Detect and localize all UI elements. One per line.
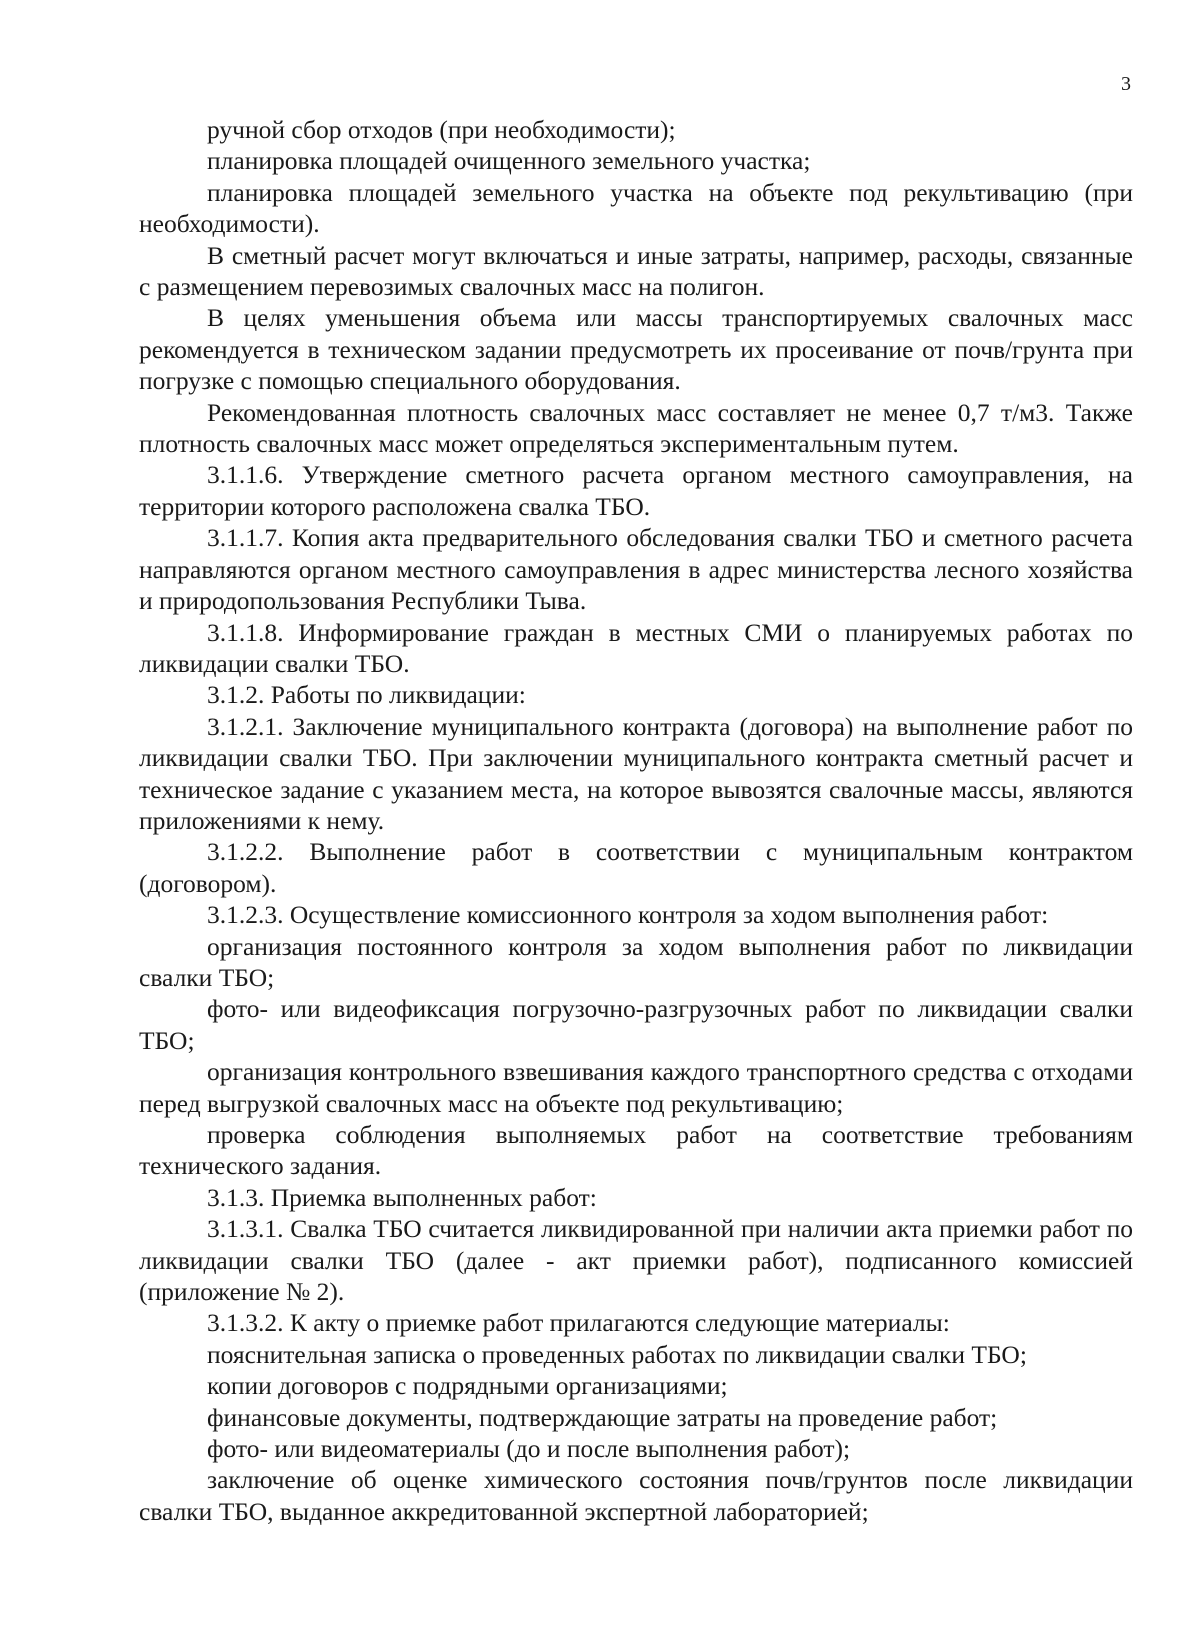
paragraph: фото- или видеоматериалы (до и после выполнения работ);: [207, 1434, 851, 1464]
document-body: [139, 114, 1133, 1527]
paragraph: 3.1.2. Работы по ликвидации:: [207, 680, 526, 710]
paragraph: 3.1.1.8. Информирование граждан в местных СМИ о планируемых работах по ликвидации свалки ТБО.: [139, 617, 1133, 678]
paragraph: В целях уменьшения объема или массы транспортируемых свалочных масс рекомендуется в техническом задании предусмотреть их просеивание от почв/грунта при погрузке с помощью специального оборудования.: [139, 303, 1133, 396]
paragraph: 3.1.1.6. Утверждение сметного расчета органом местного самоуправления, на территории которого расположена свалка ТБО.: [139, 460, 1133, 521]
paragraph: пояснительная записка о проведенных работах по ликвидации свалки ТБО;: [207, 1339, 1027, 1369]
paragraph: 3.1.3. Приемка выполненных работ:: [207, 1182, 597, 1212]
paragraph: организация контрольного взвешивания каждого транспортного средства с отходами перед выгрузкой свалочных масс на объекте под рекультивацию;: [139, 1057, 1133, 1118]
paragraph: организация постоянного контроля за ходом выполнения работ по ликвидации свалки ТБО;: [139, 931, 1133, 992]
paragraph: 3.1.2.3. Осуществление комиссионного контроля за ходом выполнения работ:: [207, 900, 1049, 930]
paragraph: копии договоров с подрядными организациями;: [207, 1371, 728, 1401]
paragraph: 3.1.2.1. Заключение муниципального контракта (договора) на выполнение работ по ликвидации свалки ТБО. При заключении муниципального контракта сметный расчет и техническое задание с указанием места, на которое вывозятся свалочные массы, являются приложениями к нему.: [139, 711, 1133, 835]
paragraph: В сметный расчет могут включаться и иные затраты, например, расходы, связанные с размещением перевозимых свалочных масс на полигон.: [139, 240, 1133, 302]
paragraph: Рекомендованная плотность свалочных масс составляет не менее 0,7 т/м3. Также плотность свалочных масс может определяться экспериментальным путем.: [139, 397, 1133, 459]
paragraph: финансовые документы, подтверждающие затраты на проведение работ;: [207, 1402, 998, 1432]
paragraph: ручной сбор отходов (при необходимости);: [207, 115, 676, 144]
paragraph: 3.1.2.2. Выполнение работ в соответствии с муниципальным контрактом (договором).: [139, 837, 1133, 898]
paragraph: 3.1.1.7. Копия акта предварительного обследования свалки ТБО и сметного расчета направляются органом местного самоуправления в адрес министерства лесного хозяйства и природопользования Республики Тыва.: [139, 523, 1133, 616]
paragraph: заключение об оценке химического состояния почв/грунтов после ликвидации свалки ТБО, выданное аккредитованной экспертной лабораторией;: [139, 1465, 1133, 1526]
paragraph: 3.1.3.2. К акту о приемке работ прилагаются следующие материалы:: [207, 1308, 950, 1338]
paragraph: планировка площадей очищенного земельного участка;: [207, 146, 811, 176]
paragraph: 3.1.3.1. Свалка ТБО считается ликвидированной при наличии акта приемки работ по ликвидации свалки ТБО (далее - акт приемки работ), подписанного комиссией (приложение № 2).: [139, 1214, 1133, 1307]
paragraph: планировка площадей земельного участка на объекте под рекультивацию (при необходимости).: [139, 177, 1133, 239]
page-number: 3: [1121, 73, 1131, 95]
paragraph: фото- или видеофиксация погрузочно-разгрузочных работ по ликвидации свалки ТБО;: [139, 994, 1133, 1055]
paragraph: проверка соблюдения выполняемых работ на соответствие требованиям технического задания.: [139, 1120, 1133, 1181]
